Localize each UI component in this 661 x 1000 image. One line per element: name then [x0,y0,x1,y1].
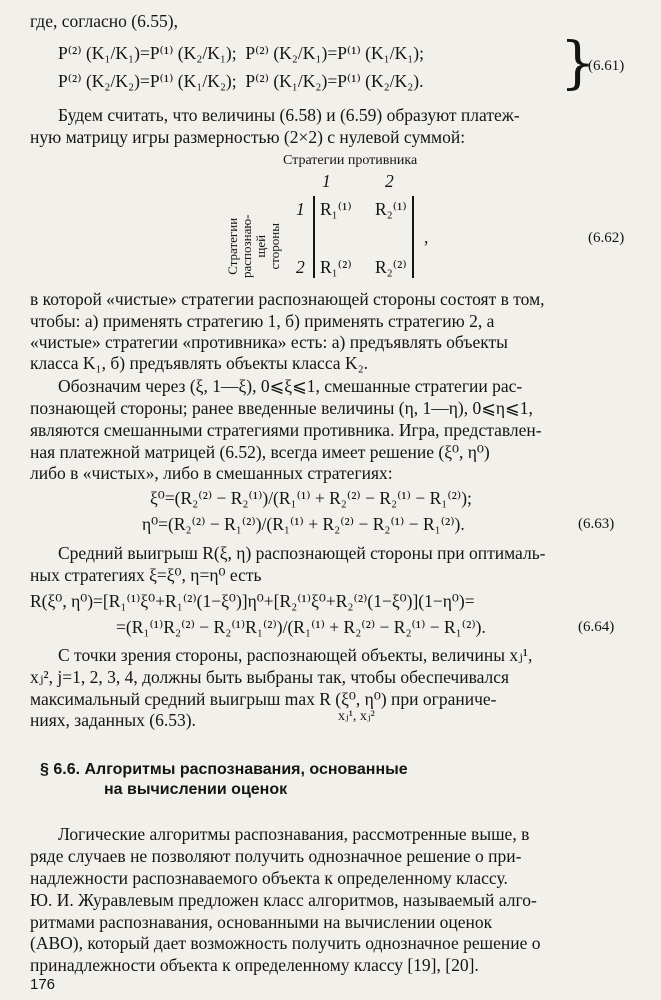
matrix-row-2 [296,256,305,278]
matrix-cell-21: R₁⁽²⁾ [320,257,352,277]
text-line: Будем считать, что величины (6.58) и (6.59) образуют платеж- [58,105,520,125]
equation-6-63-line1: ξ⁰=(R₂⁽²⁾ − R₂⁽¹⁾)/(R₁⁽¹⁾ + R₂⁽²⁾ − R₂⁽¹⁾ − R₁⁽²⁾); [150,488,472,508]
text-line: надлежности распознаваемого объекта к определенному классу. [30,868,508,888]
text-line: либо в «чистых», либо в смешанных стратегиях: [30,463,393,483]
text-line: где, согласно (6.55), [30,11,178,31]
text-line: ная платежной матрицей (6.52), всегда имеет решение (ξ⁰, η⁰) [30,442,490,462]
section-heading-line2: на вычислении оценок [104,781,288,798]
matrix-right-bar [412,196,414,278]
text-line: Средний выигрыш R(ξ, η) распознающей стороны при оптималь- [58,543,546,563]
equation-number-6-63: (6.63) [578,516,615,532]
text-line: Ю. И. Журавлевым предложен класс алгоритмов, называемый алго- [30,890,537,910]
matrix-left-bar [313,196,315,278]
page-number: 176 [30,976,56,993]
text-line: ных стратегиях ξ=ξ⁰, η=η⁰ есть [30,565,262,585]
text-line: в которой «чистые» стратегии распознающей стороны состоят в том, [30,289,545,309]
text-line: познающей стороны; ранее введенные величины (η, 1—η), 0⩽η⩽1, [30,398,533,418]
matrix-column-1-label: 1 [322,171,331,191]
equation-6-64-line1: R(ξ⁰, η⁰)=[R₁⁽¹⁾ξ⁰+R₁⁽²⁾(1−ξ⁰)]η⁰+[R₂⁽¹⁾ξ⁰+R₂⁽²⁾(1−ξ⁰)](1−η⁰)= [30,591,475,611]
text-line: ниях, заданных (6.53). [30,710,196,730]
text-line: ную матрицу игры размерностью (2×2) с нулевой суммой: [30,127,466,147]
text-line: Логические алгоритмы распознавания, рассмотренные выше, в [58,824,530,844]
text-line: класса K₁, б) предъявлять объекты класса K₂. [30,353,369,373]
equation-6-61-line2: P⁽²⁾ (K₂/K₂)=P⁽¹⁾ (K₁/K₂); P⁽²⁾ (K₁/K₂)=P⁽¹⁾ (K₂/K₂). [58,71,424,91]
equation-6-63-line2: η⁰=(R₂⁽²⁾ − R₁⁽²⁾)/(R₁⁽¹⁾ + R₂⁽²⁾ − R₂⁽¹⁾ − R₁⁽²⁾). [142,514,465,534]
matrix-column-2 [385,170,394,192]
text-line: (АВО), который дает возможность получить однозначное решение о [30,933,541,953]
text-line: ряде случаев не позволяют получить однозначное решение о при- [30,846,522,866]
text-line: С точки зрения стороны, распознающей объекты, величины xⱼ¹, [58,645,533,665]
matrix-cell-12: R₂⁽¹⁾ [375,199,407,219]
text-line: максимальный средний выигрыш max R (ξ⁰, η⁰) при ограниче- [30,689,497,709]
text-line: «чистые» стратегии «противника» есть: а) предъявлять объекты [30,332,508,352]
matrix-column-1 [322,170,331,192]
matrix-row-2-label: 2 [296,257,305,277]
matrix-column-2-label: 2 [385,171,394,191]
text-line: чтобы: а) применять стратегию 1, б) применять стратегию 2, а [30,311,495,331]
text-line: являются смешанными стратегиями противника. Игра, представлен- [30,420,542,440]
matrix-row-header: Стратегии распознаю- щей стороны [225,214,282,278]
matrix-cell-11: R₁⁽¹⁾ [320,199,352,219]
section-heading: § 6.6. Алгоритмы распознавания, основанные [40,761,408,778]
equation-number-6-62: (6.62) [588,230,625,246]
text-line: ритмами распознавания, основанными на вычислении оценок [30,912,493,932]
text-line: xⱼ², j=1, 2, 3, 4, должны быть выбраны так, чтобы обеспечивался [30,667,510,687]
text-line: принадлежности объекта к определенному классу [19], [20]. [30,955,479,975]
matrix-cell-22: R₂⁽²⁾ [375,257,407,277]
text-line: Обозначим через (ξ, 1—ξ), 0⩽ξ⩽1, смешанные стратегии рас- [58,376,523,396]
matrix-row-1 [296,198,305,220]
matrix-column-header: Стратегии противника [283,153,418,168]
right-brace: } [560,31,596,96]
matrix-comma: , [424,227,429,247]
equation-number-6-61: (6.61) [588,58,625,74]
equation-6-61-line1: P⁽²⁾ (K₁/K₁)=P⁽¹⁾ (K₂/K₁); P⁽²⁾ (K₂/K₁)=P⁽¹⁾ (K₁/K₁); [58,43,424,63]
equation-number-6-64: (6.64) [578,619,615,635]
matrix-row-1-label: 1 [296,199,305,219]
equation-6-64-line2: =(R₁⁽¹⁾R₂⁽²⁾ − R₂⁽¹⁾R₁⁽²⁾)/(R₁⁽¹⁾ + R₂⁽²⁾ − R₂⁽¹⁾ − R₁⁽²⁾). [116,617,486,637]
max-subscript: xⱼ¹, xⱼ² [338,709,375,724]
